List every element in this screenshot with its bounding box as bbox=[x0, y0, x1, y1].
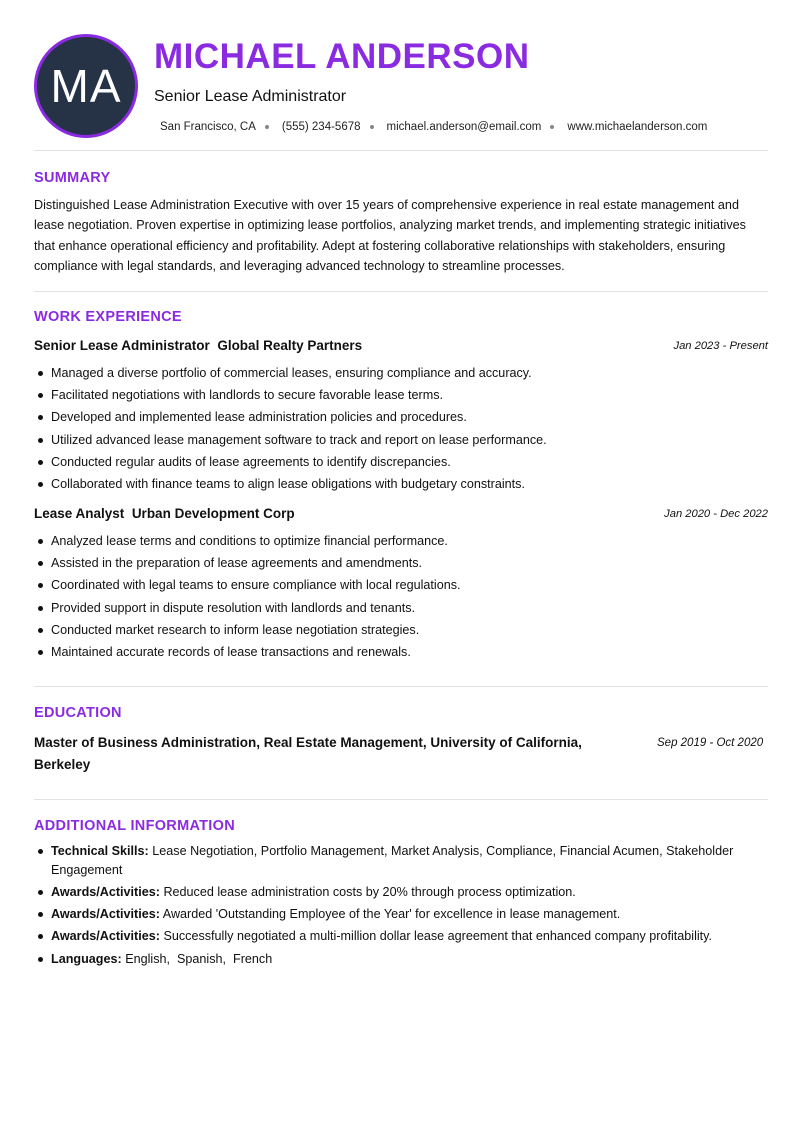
section-divider bbox=[34, 686, 768, 687]
job-bullet: Facilitated negotiations with landlords to secure favorable lease terms. bbox=[34, 384, 768, 406]
job-entry bbox=[34, 506, 768, 663]
contact-website[interactable]: www.michaelanderson.com bbox=[567, 121, 708, 133]
language: English bbox=[125, 952, 167, 966]
additional-item bbox=[34, 883, 768, 902]
job-bullets bbox=[34, 530, 768, 663]
item-text: Awarded 'Outstanding Employee of the Year' for excellence in lease management. bbox=[162, 907, 621, 921]
job-bullets bbox=[34, 362, 768, 495]
candidate-title: Senior Lease Administrator bbox=[154, 88, 347, 105]
job-role: Senior Lease Administrator bbox=[34, 338, 210, 353]
experience-heading: WORK EXPERIENCE bbox=[34, 309, 182, 325]
contact-phone[interactable]: (555) 234-5678 bbox=[281, 121, 361, 133]
job-company: Global Realty Partners bbox=[217, 338, 363, 353]
job-bullet: Assisted in the preparation of lease agreements and amendments. bbox=[34, 552, 768, 574]
additional-item bbox=[34, 927, 768, 946]
section-divider bbox=[34, 291, 768, 292]
additional-heading: ADDITIONAL INFORMATION bbox=[34, 818, 235, 834]
job-bullet: Conducted market research to inform lease negotiation strategies. bbox=[34, 619, 768, 641]
section-divider bbox=[34, 150, 768, 151]
job-bullet: Maintained accurate records of lease transactions and renewals. bbox=[34, 641, 768, 663]
languages-item: Languages: English, Spanish, French bbox=[34, 950, 768, 969]
languages-label: Languages: bbox=[51, 952, 122, 966]
job-role: Lease Analyst bbox=[34, 506, 125, 521]
job-role-line bbox=[34, 338, 362, 353]
language: French bbox=[233, 952, 273, 966]
additional-item bbox=[34, 842, 768, 880]
job-bullet: Coordinated with legal teams to ensure compliance with local regulations. bbox=[34, 574, 768, 596]
contact-line bbox=[160, 121, 707, 133]
summary-text: Distinguished Lease Administration Executive with over 15 years of comprehensive experience in real estate management and lease negotiation. Proven expertise in optimizing lease portfolios, analyzing market trends, and implementing strategic initiatives that enhance operational efficiency and profitability. Adept at fostering collaborative relationships with stakeholders, ensuring compliance with legal standards, and leveraging advanced technology to streamline processes. bbox=[34, 198, 746, 273]
job-bullet: Managed a diverse portfolio of commercial leases, ensuring compliance and accuracy. bbox=[34, 362, 768, 384]
job-bullet: Utilized advanced lease management software to track and report on lease performance. bbox=[34, 429, 768, 451]
education-dates: Sep 2019 - Oct 2020 bbox=[657, 737, 764, 749]
job-bullet: Provided support in dispute resolution with landlords and tenants. bbox=[34, 597, 768, 619]
job-bullet: Conducted regular audits of lease agreements to identify discrepancies. bbox=[34, 451, 768, 473]
item-label: Awards/Activities: bbox=[51, 929, 160, 943]
language: Spanish bbox=[177, 952, 223, 966]
job-bullet: Collaborated with finance teams to align lease obligations with budgetary constraints. bbox=[34, 473, 768, 495]
resume-header bbox=[34, 34, 768, 138]
item-label: Awards/Activities: bbox=[51, 907, 160, 921]
section-divider bbox=[34, 799, 768, 800]
job-bullet: Analyzed lease terms and conditions to optimize financial performance. bbox=[34, 530, 768, 552]
education-heading: EDUCATION bbox=[34, 705, 122, 721]
item-label: Awards/Activities: bbox=[51, 885, 160, 899]
job-role-line bbox=[34, 506, 295, 521]
additional-item bbox=[34, 905, 768, 924]
item-label: Technical Skills: bbox=[51, 844, 149, 858]
additional-list bbox=[34, 842, 768, 972]
job-dates: Jan 2023 - Present bbox=[673, 340, 768, 352]
summary-heading: SUMMARY bbox=[34, 170, 111, 186]
candidate-name: MICHAEL ANDERSON bbox=[154, 37, 530, 76]
avatar bbox=[34, 34, 138, 138]
job-bullet: Developed and implemented lease administration policies and procedures. bbox=[34, 406, 768, 428]
item-text: Reduced lease administration costs by 20% through process optimization. bbox=[163, 885, 576, 899]
job-company: Urban Development Corp bbox=[131, 506, 295, 521]
job-entry bbox=[34, 338, 768, 495]
contact-email[interactable]: michael.anderson@email.com bbox=[386, 121, 542, 133]
separator-dot bbox=[265, 125, 269, 129]
separator-dot bbox=[550, 125, 554, 129]
item-text: Successfully negotiated a multi-million dollar lease agreement that enhanced company profitability. bbox=[163, 929, 713, 943]
avatar-initials: MA bbox=[50, 60, 122, 112]
separator-dot bbox=[370, 125, 374, 129]
education-degree: Master of Business Administration, Real Estate Management, University of California, Berkeley bbox=[34, 735, 582, 772]
contact-location: San Francisco, CA bbox=[160, 121, 256, 133]
job-dates: Jan 2020 - Dec 2022 bbox=[664, 508, 768, 520]
item-text: Lease Negotiation, Portfolio Management, Market Analysis, Compliance, Financial Acumen, Stakeholder Engagement bbox=[51, 844, 734, 877]
